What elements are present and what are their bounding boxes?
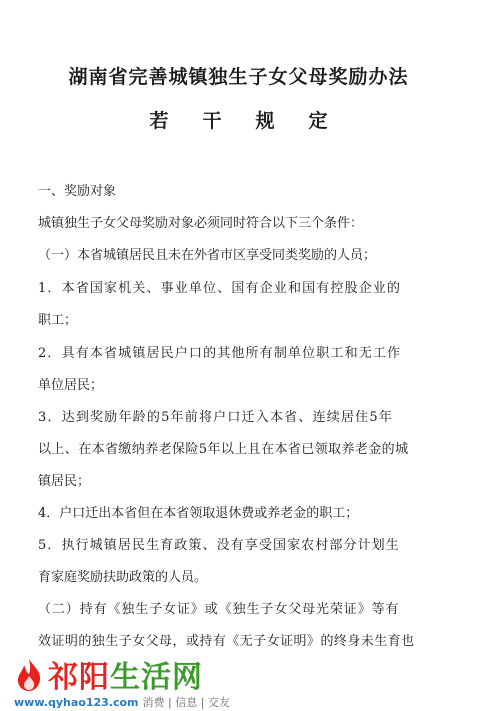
paragraph-line: 职工； [38,313,78,328]
flame-icon [14,658,44,692]
section-heading: 一、奖励对象 [38,184,117,199]
paragraph-line: 镇居民； [38,474,91,489]
paragraph-line: （二）持有《独生子女证》或《独生子女父母光荣证》等有 [38,602,400,617]
subtitle-char: 干 [202,110,222,132]
subtitle-char: 规 [255,110,275,132]
paragraph-line: 单位居民； [38,378,104,393]
paragraph-line: 4．户口迁出本省但在本省领取退休费或养老金的职工； [38,506,359,521]
site-watermark-logo[interactable] [8,648,308,708]
paragraph-line: （一）本省城镇居民且未在外省市区享受同类奖励的人员； [38,248,377,263]
paragraph-line: 3．达到奖励年龄的5年前将户口迁入本省、连续居住5年 [38,410,394,425]
paragraph-line: 城镇独生子女父母奖励对象必须同时符合以下三个条件： [38,216,364,231]
site-url [14,694,230,710]
site-tags: 消费 | 信息 | 交友 [142,696,230,709]
paragraph-line: 2．具有本省城镇居民户口的其他所有制单位职工和无工作 [38,346,402,361]
url-text: www.qyhao123.com [14,696,139,709]
subtitle-char: 定 [308,110,328,132]
document-title: 湖南省完善城镇独生子女父母奖励办法 [68,66,409,88]
brand-part2: 生活网 [110,660,203,695]
brand-name [48,652,203,696]
paragraph-line: 1．本省国家机关、事业单位、国有企业和国有控股企业的 [38,281,402,296]
subtitle-char: 若 [149,110,169,132]
brand-part1: 祁阳 [48,660,110,695]
paragraph-line: 效证明的独生子女父母，或持有《无子女证明》的终身未生育也 [38,634,415,649]
document-subtitle [0,106,477,133]
paragraph-line: 以上、在本省缴纳养老保险5年以上且在本省已领取养老金的城 [38,442,409,457]
paragraph-line: 育家庭奖励扶助政策的人员。 [38,570,208,585]
paragraph-line: 5．执行城镇居民生育政策、没有享受国家农村部分计划生 [38,538,400,553]
